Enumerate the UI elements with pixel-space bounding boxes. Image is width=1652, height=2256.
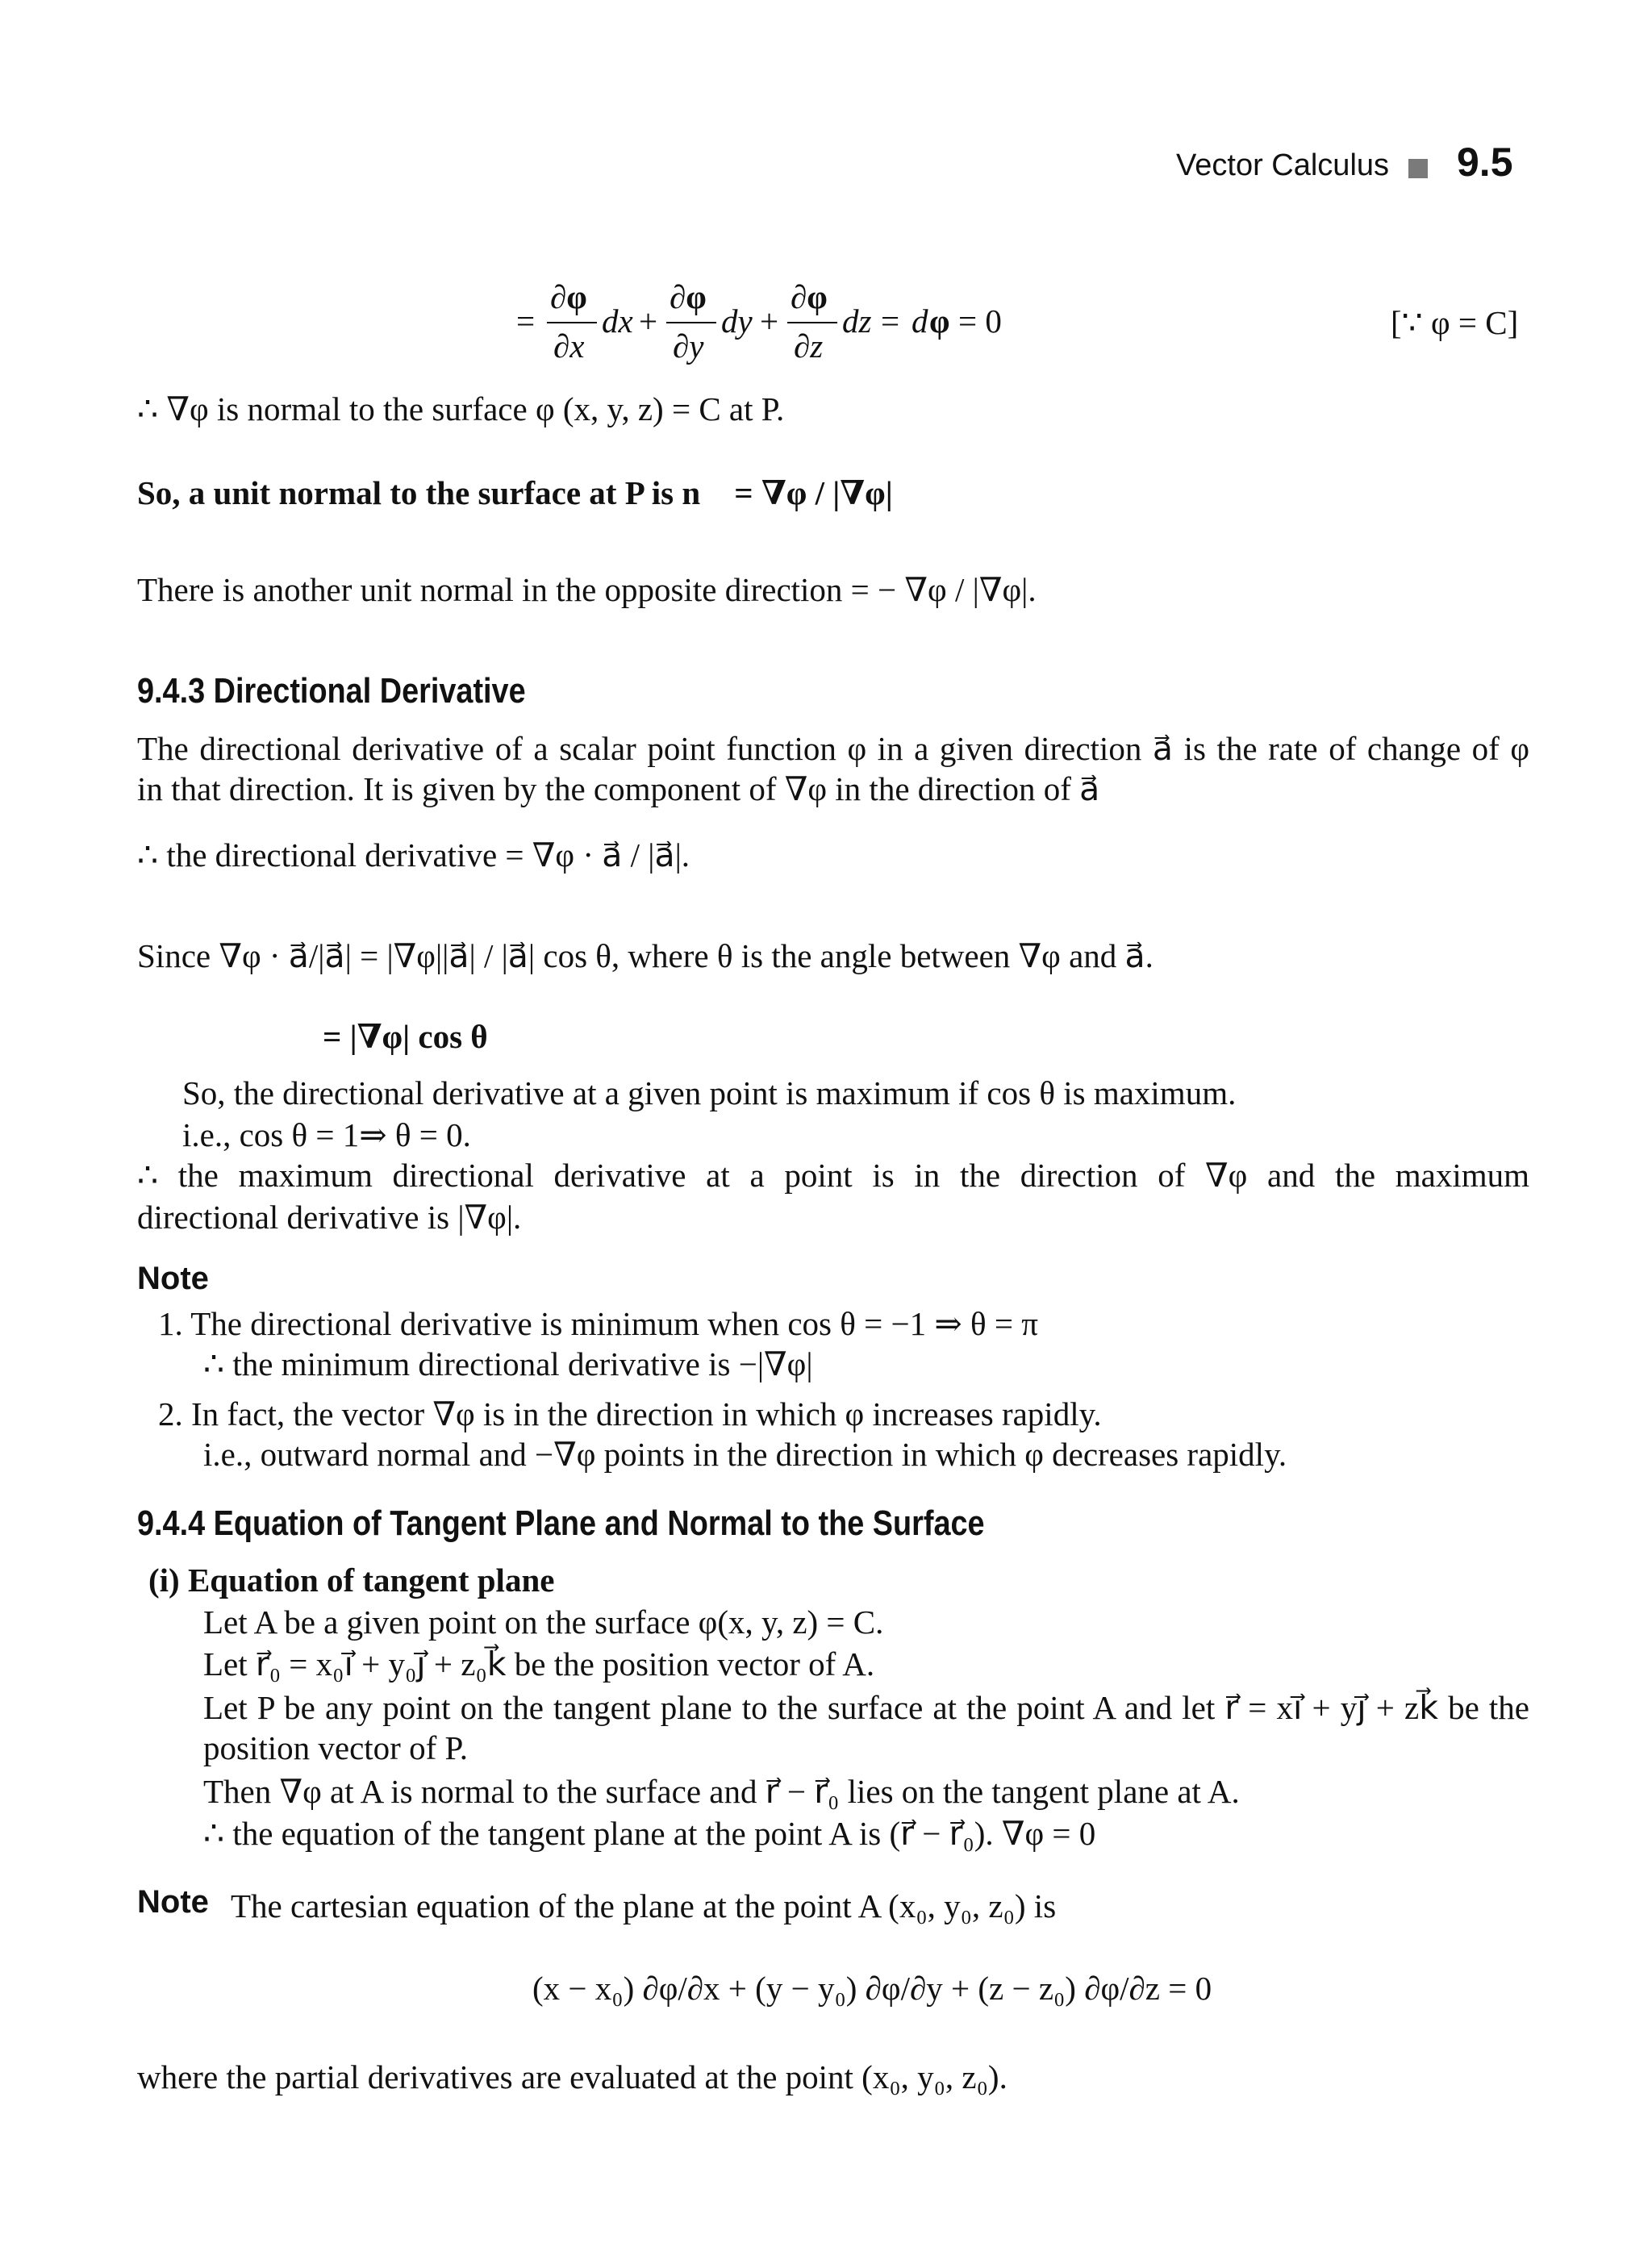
svg-text:dx: dx: [602, 302, 633, 340]
body-line: Let A be a given point on the surface φ(x, y, z) = C.: [203, 1603, 884, 1641]
svg-text:d: d: [912, 302, 928, 340]
body-line: Then ∇φ at A is normal to the surface and r⃗ − r⃗₀ lies on the tangent plane at A.: [203, 1773, 1240, 1810]
unit-normal-text: So, a unit normal to the surface at P is n⃗ = ∇φ / |∇φ|: [137, 474, 893, 511]
running-header-title: Vector Calculus: [1176, 148, 1390, 182]
svg-text:=: =: [881, 302, 900, 340]
max-conclusion-line: ∴ the maximum directional derivative at a point is in the direction of ∇φ and the maximum: [137, 1157, 1529, 1194]
cartesian-equation: (x − x₀) ∂φ/∂x + (y − y₀) ∂φ/∂y + (z − z₀) ∂φ/∂z = 0: [532, 1970, 1212, 2007]
svg-text:∂x: ∂x: [553, 327, 585, 365]
body-line: Let P be any point on the tangent plane to the surface at the point A and let r⃗ = xi⃗ + yj⃗ + zk⃗ be the: [203, 1689, 1529, 1726]
section-heading-directional-derivative: 9.4.3 Directional Derivative: [137, 671, 526, 711]
svg-text:∂φ: ∂φ: [670, 278, 707, 315]
note-item: 1. The directional derivative is minimum when cos θ = −1 ⇒ θ = π: [158, 1305, 1038, 1342]
svg-text:dy: dy: [721, 302, 753, 340]
since-result: = |∇φ| cos θ: [323, 1018, 488, 1055]
equation-reason: [∵ φ = C]: [1391, 304, 1519, 341]
svg-text:=: =: [516, 302, 536, 340]
body-line: Let r⃗₀ = x₀i⃗ + y₀j⃗ + z₀k⃗ be the position vector of A.: [203, 1645, 875, 1683]
paragraph-line: The directional derivative of a scalar point function φ in a given direction a⃗ is the rate of change of φ: [137, 730, 1529, 767]
note-item: 2. In fact, the vector ∇φ is in the direction in which φ increases rapidly.: [158, 1395, 1102, 1432]
tangent-plane-equation: ∴ the equation of the tangent plane at the point A is (r⃗ − r⃗₀). ∇φ = 0: [203, 1815, 1096, 1852]
header-square-icon: [1408, 159, 1428, 178]
subsection-heading: (i) Equation of tangent plane: [148, 1562, 555, 1599]
note-title: Note: [137, 1884, 209, 1920]
normal-statement: ∴ ∇φ is normal to the surface φ (x, y, z) = C at P.: [137, 390, 785, 427]
directional-derivative-definition: ∴ the directional derivative = ∇φ · a⃗ / |a⃗|.: [137, 836, 690, 874]
equation-total-differential-svg: [516, 274, 1032, 371]
svg-text:+: +: [760, 302, 779, 340]
max-conclusion-line: directional derivative is |∇φ|.: [137, 1199, 522, 1236]
page-number: 9.5: [1457, 140, 1513, 185]
note-item: ∴ the minimum directional derivative is −|∇φ|: [203, 1345, 813, 1382]
svg-text:φ: φ: [929, 302, 950, 340]
note-title: Note: [137, 1261, 209, 1296]
section-heading-tangent-plane: 9.4.4 Equation of Tangent Plane and Normal to the Surface: [137, 1503, 985, 1543]
svg-text:+: +: [639, 302, 658, 340]
closing-line: where the partial derivatives are evaluated at the point (x₀, y₀, z₀).: [137, 2058, 1007, 2095]
svg-text:= 0: = 0: [958, 302, 1002, 340]
body-line: position vector of P.: [203, 1729, 468, 1766]
svg-text:∂z: ∂z: [794, 327, 824, 365]
note-text: The cartesian equation of the plane at the point A (x₀, y₀, z₀) is: [231, 1887, 1057, 1924]
opposite-normal-text: There is another unit normal in the opposite direction = − ∇φ / |∇φ|.: [137, 571, 1037, 608]
svg-text:∂φ: ∂φ: [550, 278, 587, 315]
max-line: i.e., cos θ = 1⇒ θ = 0.: [182, 1116, 471, 1153]
paragraph-line: in that direction. It is given by the component of ∇φ in the direction of a⃗: [137, 770, 1100, 807]
svg-text:∂φ: ∂φ: [791, 278, 828, 315]
svg-text:dz: dz: [842, 302, 872, 340]
note-item: i.e., outward normal and −∇φ points in the direction in which φ decreases rapidly.: [203, 1436, 1287, 1473]
since-line: Since ∇φ · a⃗/|a⃗| = |∇φ||a⃗| / |a⃗| cos θ, where θ is the angle between ∇φ and a⃗.: [137, 937, 1153, 974]
svg-text:∂y: ∂y: [673, 327, 704, 365]
max-line: So, the directional derivative at a given point is maximum if cos θ is maximum.: [182, 1074, 1237, 1111]
